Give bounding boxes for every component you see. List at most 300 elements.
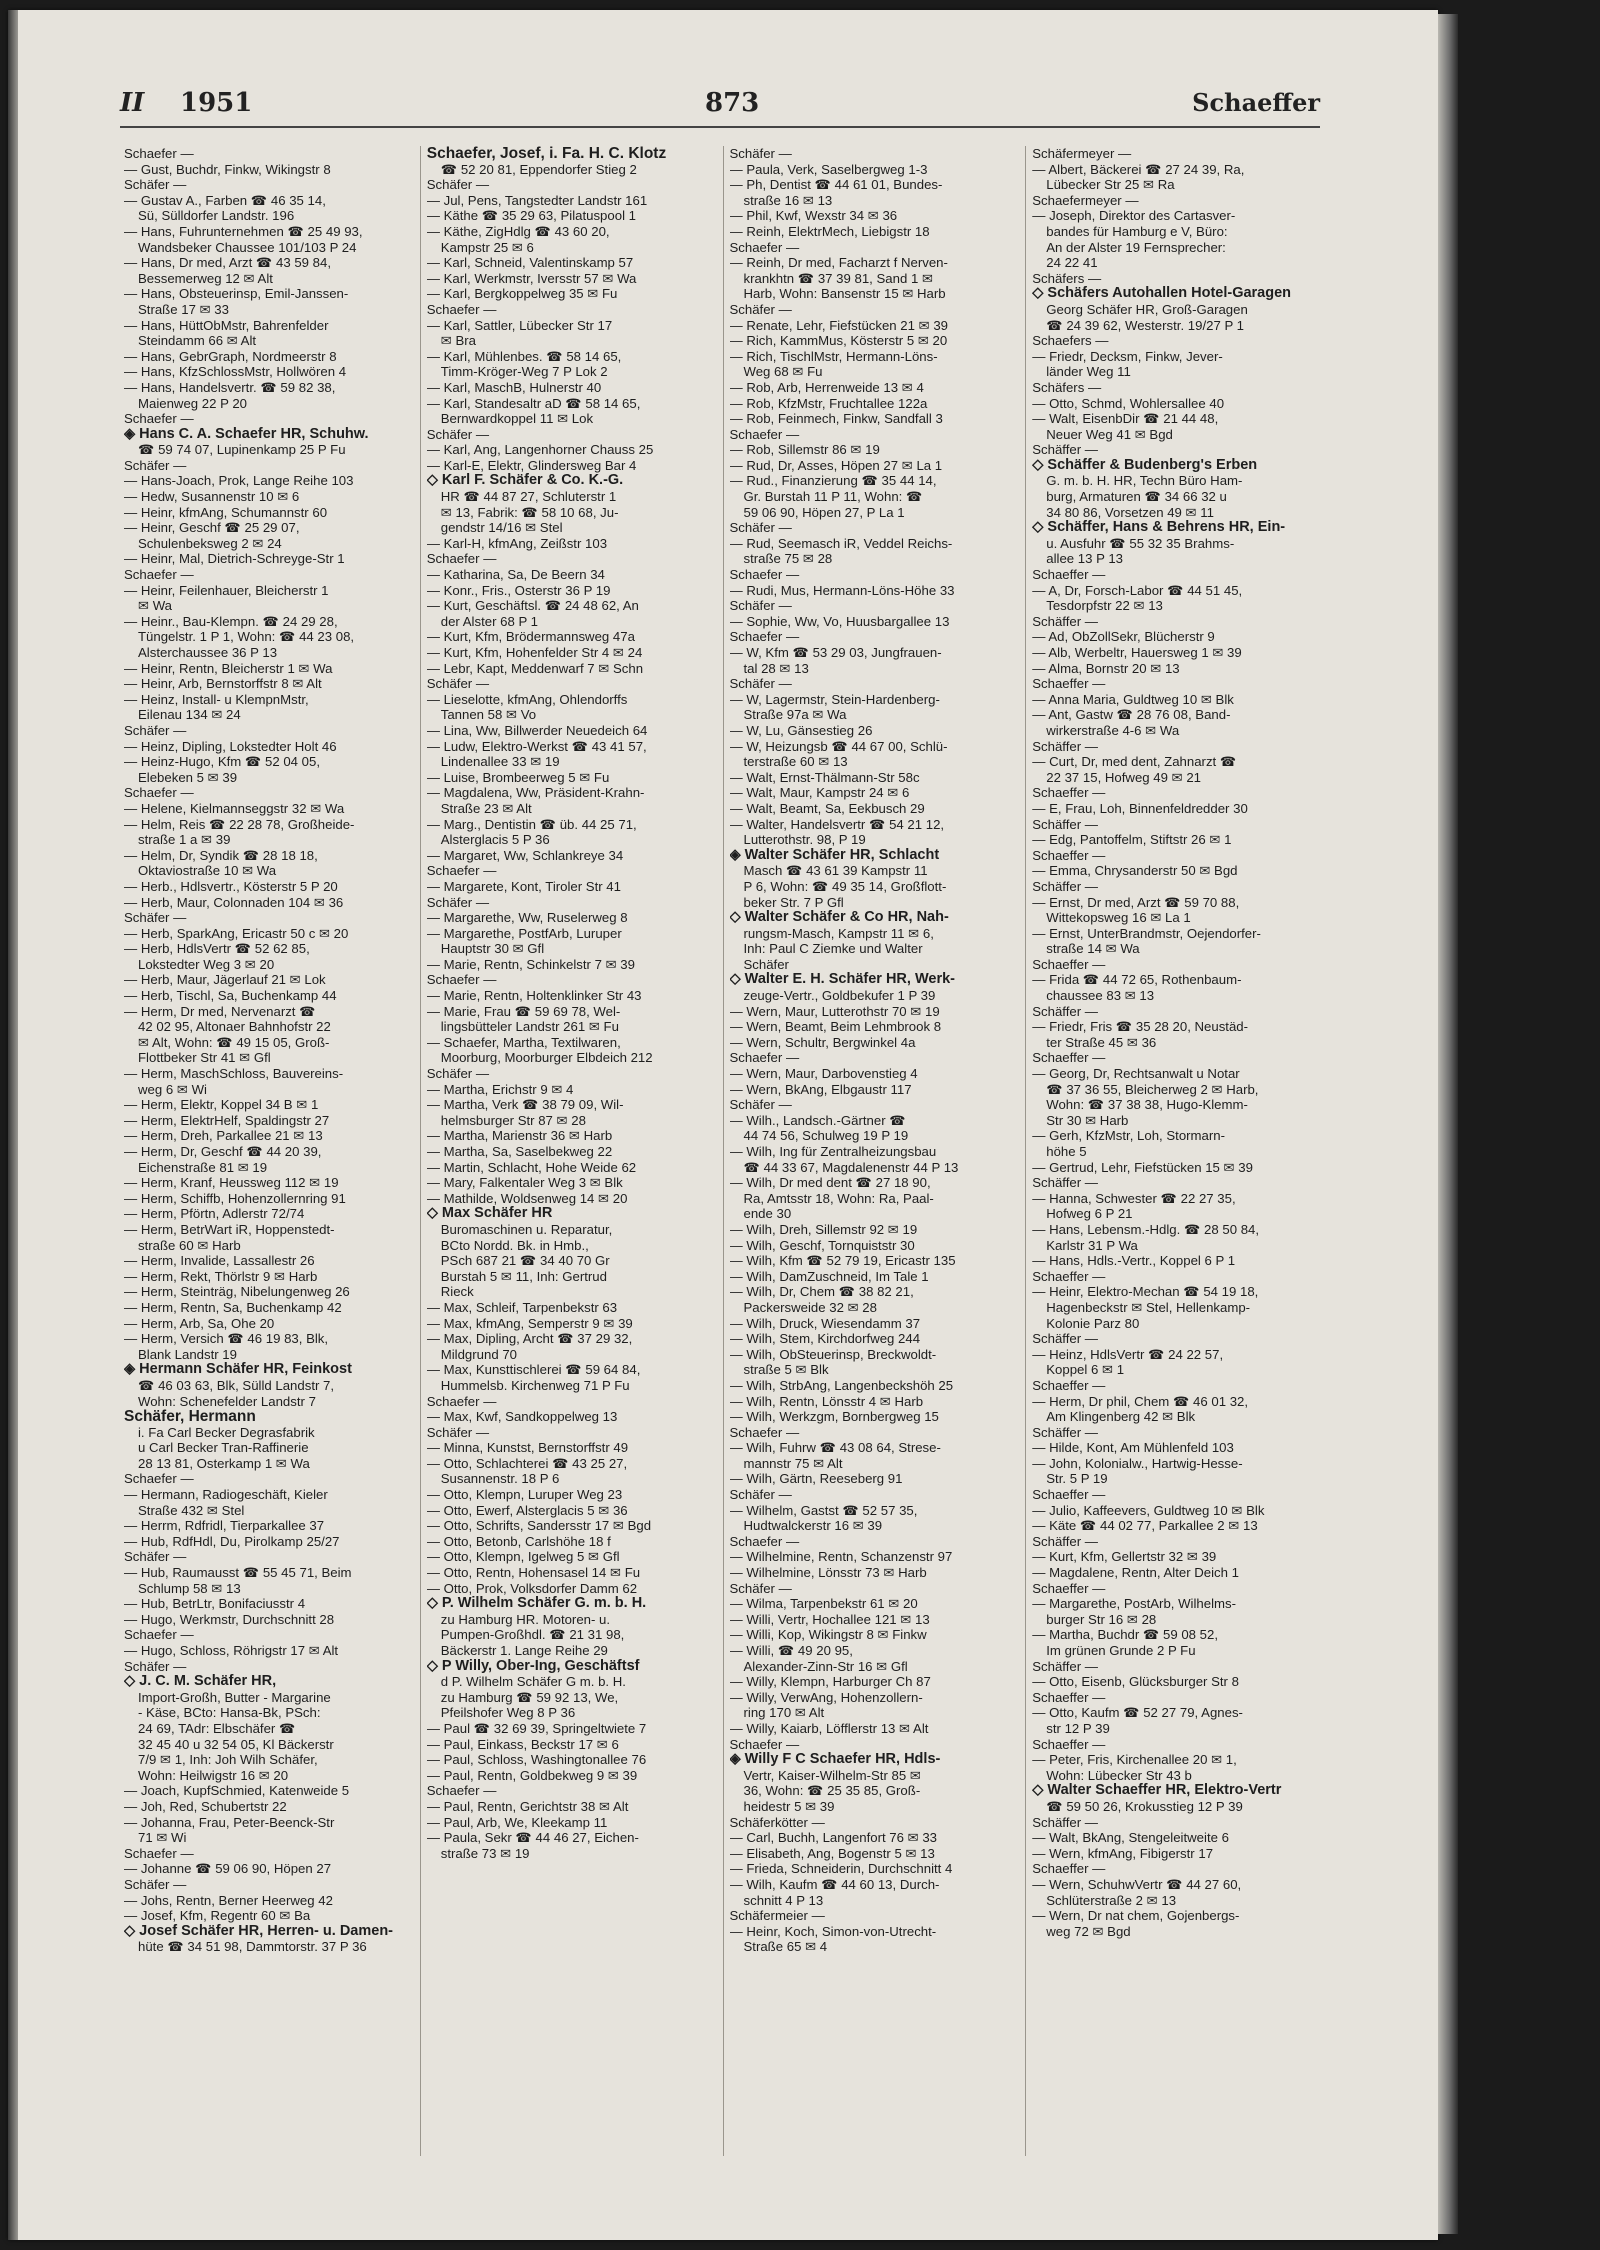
entry-continuation: Wohn: Schenefelder Landstr 7 xyxy=(138,1393,316,1409)
entry-continuation: rungsm-Masch, Kampstr 11 ✉ 6, xyxy=(743,925,934,941)
entry-continuation: Steindamm 66 ✉ Alt xyxy=(138,333,257,349)
surname-group-heading: Schäfer — xyxy=(729,598,792,614)
year: 1951 xyxy=(180,88,253,118)
surname-group-heading: Schaeffer — xyxy=(1032,1377,1106,1393)
surname-group-heading: Schaeffer — xyxy=(1032,1689,1106,1705)
surname-group-heading: Schäfer — xyxy=(729,520,792,536)
directory-entry: — Heinr, Koch, Simon-von-Utrecht- xyxy=(729,1923,937,1939)
surname-group-heading: Schäfer — xyxy=(729,1487,792,1503)
directory-entry: — Ph, Dentist ☎ 44 61 01, Bundes- xyxy=(729,177,943,193)
entry-continuation: Karlstr 31 P Wa xyxy=(1046,1237,1138,1253)
entry-continuation: ☎ 24 39 62, Westerstr. 19/27 P 1 xyxy=(1046,317,1244,333)
entry-continuation: krankhtn ☎ 37 39 81, Sand 1 ✉ xyxy=(743,270,934,286)
directory-entry: — Otto, Klempn, Luruper Weg 23 xyxy=(426,1487,623,1503)
firm-entry: ◇ Schäffer & Budenberg's Erben xyxy=(1032,457,1258,473)
directory-entry: — Herm, Dr, Geschf ☎ 44 20 39, xyxy=(124,1144,322,1159)
directory-entry: — Ant, Gastw ☎ 28 76 08, Band- xyxy=(1032,707,1231,723)
entry-continuation: burger Str 16 ✉ 28 xyxy=(1046,1611,1157,1627)
directory-entry: — Rud, Dr, Asses, Höpen 27 ✉ La 1 xyxy=(729,457,943,473)
directory-entry: — Hans, Obsteuerinsp, Emil-Janssen- xyxy=(124,286,349,302)
directory-entry: — Herm, BetrWart iR, Hoppenstedt- xyxy=(124,1221,335,1237)
directory-entry: — Wilhelmine, Rentn, Schanzenstr 97 xyxy=(729,1549,953,1565)
surname-group-heading: Schaefer — xyxy=(426,1393,497,1409)
directory-entry: — Schaefer, Martha, Textilwaren, xyxy=(426,1034,621,1050)
directory-entry: — Peter, Fris, Kirchenallee 20 ✉ 1, xyxy=(1032,1752,1237,1768)
directory-entry: — Otto, Rentn, Hohensasel 14 ✉ Fu xyxy=(426,1565,641,1581)
directory-columns xyxy=(118,146,1328,2156)
directory-entry: — Herrm, Rdfridl, Tierparkallee 37 xyxy=(124,1518,325,1534)
entry-continuation: Vertr, Kaiser-Wilhelm-Str 85 ✉ xyxy=(743,1767,921,1783)
directory-entry: — Käthe, ZigHdlg ☎ 43 60 20, xyxy=(426,223,610,239)
entry-continuation: Blank Landstr 19 xyxy=(138,1346,237,1362)
entry-continuation: 34 80 86, Vorsetzen 49 ✉ 11 xyxy=(1046,504,1214,520)
directory-entry: — Paul, Arb, We, Kleekamp 11 xyxy=(426,1814,608,1830)
entry-continuation: Elebeken 5 ✉ 39 xyxy=(138,769,238,785)
directory-entry: — Luise, Brombeerweg 5 ✉ Fu xyxy=(426,769,610,785)
directory-entry: — Wern, Dr nat chem, Gojenbergs- xyxy=(1032,1908,1240,1924)
directory-entry: — Josef, Kfm, Regentr 60 ✉ Ba xyxy=(124,1908,311,1924)
entry-continuation: Buromaschinen u. Reparatur, xyxy=(440,1221,613,1237)
directory-entry: — Hans, Fuhrunternehmen ☎ 25 49 93, xyxy=(124,223,363,239)
entry-continuation: Str 30 ✉ Harb xyxy=(1046,1112,1129,1128)
entry-continuation: Mildgrund 70 xyxy=(440,1346,517,1362)
header-rule xyxy=(120,126,1320,128)
entry-continuation: Oktaviostraße 10 ✉ Wa xyxy=(138,863,277,879)
entry-continuation: Hummelsb. Kirchenweg 71 P Fu xyxy=(440,1377,630,1393)
directory-entry: — Martha, Erichstr 9 ✉ 4 xyxy=(426,1081,574,1097)
entry-continuation: straße 14 ✉ Wa xyxy=(1046,941,1140,957)
directory-entry: — Helene, Kielmannseggstr 32 ✉ Wa xyxy=(124,800,345,816)
entry-continuation: allee 13 P 13 xyxy=(1046,551,1123,567)
column-3 xyxy=(723,146,1026,2156)
surname-group-heading: Schaeffer — xyxy=(1032,567,1106,583)
entry-continuation: zu Hamburg ☎ 59 92 13, We, xyxy=(440,1689,619,1705)
directory-entry: — Kurt, Geschäftsl. ☎ 24 48 62, An xyxy=(426,598,639,614)
directory-entry: — W, Heizungsb ☎ 44 67 00, Schlü- xyxy=(729,738,948,754)
surname-group-heading: Schaeffer — xyxy=(1032,1861,1106,1877)
firm-entry: ◇ Schäffer, Hans & Behrens HR, Ein- xyxy=(1032,520,1286,536)
directory-entry: — Käte ☎ 44 02 77, Parkallee 2 ✉ 13 xyxy=(1032,1518,1258,1534)
directory-entry: — Friedr, Fris ☎ 35 28 20, Neustäd- xyxy=(1032,1019,1249,1035)
directory-entry: — Konr., Fris., Osterstr 36 P 19 xyxy=(426,582,611,598)
directory-entry: — Paul, Rentn, Goldbekweg 9 ✉ 39 xyxy=(426,1767,638,1783)
directory-entry: — Wern, Schultr, Bergwinkel 4a xyxy=(729,1034,916,1050)
directory-entry: — Johanne ☎ 59 06 90, Höpen 27 xyxy=(124,1861,332,1877)
entry-continuation: Pfeilshofer Weg 8 P 36 xyxy=(440,1705,576,1721)
surname-group-heading: Schäferkötter — xyxy=(729,1814,825,1830)
surname-group-heading: Schaefer — xyxy=(729,239,800,255)
directory-entry: — E, Frau, Loh, Binnenfeldredder 30 xyxy=(1032,800,1248,816)
directory-entry: — Hub, BetrLtr, Bonifaciusstr 4 xyxy=(124,1596,306,1612)
directory-entry: — Joseph, Direktor des Cartasver- xyxy=(1032,208,1236,224)
directory-entry: — Herm, Dreh, Parkallee 21 ✉ 13 xyxy=(124,1128,323,1144)
directory-entry: — Wilh, Druck, Wiesendamm 37 xyxy=(729,1315,921,1331)
directory-entry: — Rudi, Mus, Hermann-Löns-Höhe 33 xyxy=(729,582,955,598)
directory-entry: — Kurt, Kfm, Brödermannsweg 47a xyxy=(426,629,635,645)
surname-group-heading: Schäfer — xyxy=(124,910,187,926)
entry-continuation: 24 22 41 xyxy=(1046,255,1098,271)
directory-entry: — Sophie, Ww, Vo, Huusbargallee 13 xyxy=(729,613,950,629)
directory-entry: — Joach, KupfSchmied, Katenweide 5 xyxy=(124,1783,350,1799)
surname-group-heading: Schaeffer — xyxy=(1032,847,1106,863)
directory-entry: — Karl, Werkmstr, Iversstr 57 ✉ Wa xyxy=(426,270,637,286)
entry-continuation: Flottbeker Str 41 ✉ Gfl xyxy=(138,1050,271,1066)
directory-entry: — Otto, Schmd, Wohlersallee 40 xyxy=(1032,395,1225,411)
surname-group-heading: Schaefer — xyxy=(124,567,194,583)
directory-entry: — Helm, Reis ☎ 22 28 78, Großheide- xyxy=(124,816,355,832)
directory-entry: — Heinr, Feilenhauer, Bleicherstr 1 xyxy=(124,582,329,598)
directory-entry: — Elisabeth, Ang, Bogenstr 5 ✉ 13 xyxy=(729,1845,935,1861)
directory-entry: — Wilh, Fuhrw ☎ 43 08 64, Strese- xyxy=(729,1440,941,1456)
entry-continuation: Wandsbeker Chaussee 101/103 P 24 xyxy=(138,239,357,255)
directory-entry: — Wilh, Kaufm ☎ 44 60 13, Durch- xyxy=(729,1876,940,1892)
directory-entry: — Hermann, Radiogeschäft, Kieler xyxy=(124,1487,328,1503)
entry-continuation: helmsburger Str 87 ✉ 28 xyxy=(440,1112,586,1128)
entry-continuation: ✉ Bra xyxy=(440,333,476,349)
entry-continuation: Susannenstr. 18 P 6 xyxy=(440,1471,560,1487)
entry-continuation: HR ☎ 44 87 27, Schluterstr 1 xyxy=(440,489,617,505)
surname-group-heading: Schaeffer — xyxy=(1032,785,1106,801)
directory-entry: — Minna, Kunstst, Bernstorffstr 49 xyxy=(426,1440,629,1456)
firm-entry: ◇ Walter E. H. Schäfer HR, Werk- xyxy=(729,972,955,988)
firm-entry: ◇ J. C. M. Schäfer HR, xyxy=(124,1674,277,1690)
firm-entry: ◈ Walter Schäfer HR, Schlacht xyxy=(729,847,940,863)
entry-continuation: Ra, Amtsstr 18, Wohn: Ra, Paal- xyxy=(743,1190,934,1206)
entry-continuation: ter Straße 45 ✉ 36 xyxy=(1046,1034,1157,1050)
directory-entry: — Heinr., Bau-Klempn. ☎ 24 29 28, xyxy=(124,613,338,629)
directory-entry: — Willi, Kop, Wikingstr 8 ✉ Finkw xyxy=(729,1627,927,1643)
directory-entry: — Lina, Ww, Billwerder Neuedeich 64 xyxy=(426,722,648,738)
directory-entry: — Hans, Lebensm.-Hdlg. ☎ 28 50 84, xyxy=(1032,1221,1260,1237)
directory-entry: — Marie, Rentn, Holtenklinker Str 43 xyxy=(426,988,642,1004)
surname-group-heading: Schaefer — xyxy=(426,863,497,879)
entry-continuation: Straße 432 ✉ Stel xyxy=(138,1502,245,1518)
directory-entry: — Max, Dipling, Archt ☎ 37 29 32, xyxy=(426,1331,633,1347)
entry-continuation: d P. Wilhelm Schäfer G m. b. H. xyxy=(440,1674,626,1690)
column-4 xyxy=(1025,146,1328,2156)
surname-group-heading: Schäfer — xyxy=(124,1658,187,1674)
entry-continuation: ☎ 44 33 67, Magdalenenstr 44 P 13 xyxy=(743,1159,959,1175)
directory-entry: — Frida ☎ 44 72 65, Rothenbaum- xyxy=(1032,972,1242,988)
entry-continuation: 71 ✉ Wi xyxy=(138,1830,187,1846)
surname-group-heading: Schäfer — xyxy=(426,1066,490,1082)
firm-entry: ◇ Schäfers Autohallen Hotel-Garagen xyxy=(1032,286,1292,302)
directory-entry: — Gerh, KfzMstr, Loh, Stormarn- xyxy=(1032,1128,1225,1144)
entry-continuation: 36, Wohn: ☎ 25 35 85, Groß- xyxy=(743,1783,921,1799)
directory-entry: — Katharina, Sa, De Beern 34 xyxy=(426,567,605,583)
entry-continuation: Packersweide 32 ✉ 28 xyxy=(743,1299,877,1315)
entry-continuation: Rieck xyxy=(440,1284,474,1300)
directory-entry: — Kurt, Kfm, Hohenfelder Str 4 ✉ 24 xyxy=(426,645,643,660)
surname-group-heading: Schäfer — xyxy=(124,457,187,473)
surname-group-heading: Schäffer — xyxy=(1032,1533,1098,1549)
entry-continuation: Bernwardkoppel 11 ✉ Lok xyxy=(440,411,594,427)
directory-entry: — Willy, VerwAng, Hohenzollern- xyxy=(729,1689,923,1705)
directory-entry: — Max, Kunsttischlerei ☎ 59 64 84, xyxy=(426,1362,641,1378)
entry-continuation: u. Ausfuhr ☎ 55 32 35 Brahms- xyxy=(1046,535,1235,551)
surname-group-heading: Schaeffer — xyxy=(1032,1050,1106,1066)
directory-entry: — Heinr, Rentn, Bleicherstr 1 ✉ Wa xyxy=(124,660,333,676)
directory-entry: — Walter, Handelsvertr ☎ 54 21 12, xyxy=(729,816,945,832)
entry-continuation: chaussee 83 ✉ 13 xyxy=(1046,988,1155,1004)
entry-continuation: ✉ Alt, Wohn: ☎ 49 15 05, Groß- xyxy=(138,1034,330,1050)
surname-group-heading: Schäfer — xyxy=(426,177,490,193)
directory-entry: — Herm, Versich ☎ 46 19 83, Blk, xyxy=(124,1331,329,1347)
directory-entry: — Gust, Buchdr, Finkw, Wikingstr 8 xyxy=(124,161,331,177)
directory-entry: — John, Kolonialw., Hartwig-Hesse- xyxy=(1032,1455,1243,1471)
entry-continuation: Wohn: Lübecker Str 43 b xyxy=(1046,1767,1192,1783)
entry-continuation: str 12 P 39 xyxy=(1046,1720,1110,1736)
directory-entry: — Jul, Pens, Tangstedter Landstr 161 xyxy=(426,192,648,208)
directory-entry: — Rob, Sillemstr 86 ✉ 19 xyxy=(729,442,880,458)
surname-group-heading: Schäfer — xyxy=(426,426,490,442)
directory-entry: — Willy, Kaiarb, Löfflerstr 13 ✉ Alt xyxy=(729,1720,929,1736)
entry-continuation: Tannen 58 ✉ Vo xyxy=(440,707,537,723)
directory-entry: — Margaret, Ww, Schlankreye 34 xyxy=(426,847,624,863)
directory-entry: — Otto, Kaufm ☎ 52 27 79, Agnes- xyxy=(1032,1705,1243,1721)
firm-entry: ◇ Karl F. Schäfer & Co. K.-G. xyxy=(426,473,624,489)
directory-entry: — Wilhelm, Gastst ☎ 52 57 35, xyxy=(729,1502,918,1518)
directory-entry: — Marg., Dentistin ☎ üb. 44 25 71, xyxy=(426,816,637,832)
directory-entry: — Herb, HdlsVertr ☎ 52 62 85, xyxy=(124,941,310,957)
directory-entry: — Reinh, Dr med, Facharzt f Nerven- xyxy=(729,255,948,271)
directory-entry: — Reinh, ElektrMech, Liebigstr 18 xyxy=(729,223,930,239)
entry-continuation: weg 72 ✉ Bgd xyxy=(1046,1923,1131,1939)
entry-continuation: Moorburg, Moorburger Elbdeich 212 xyxy=(440,1050,653,1066)
directory-entry: — Herb., Hdlsvertr., Kösterstr 5 P 20 xyxy=(124,878,338,894)
entry-continuation: Str. 5 P 19 xyxy=(1046,1471,1108,1487)
surname-group-heading: Schäfer — xyxy=(729,1580,792,1596)
entry-continuation: Neuer Weg 41 ✉ Bgd xyxy=(1046,426,1173,442)
entry-continuation: ✉ 13, Fabrik: ☎ 58 10 68, Ju- xyxy=(440,504,619,520)
directory-entry: — Herm, Rentn, Sa, Buchenkamp 42 xyxy=(124,1299,342,1315)
entry-continuation: Maienweg 22 P 20 xyxy=(138,395,247,411)
directory-entry: — Paul ☎ 32 69 39, Springeltwiete 7 xyxy=(426,1720,647,1736)
directory-entry: — Karl, MaschB, Hulnerstr 40 xyxy=(426,379,602,395)
entry-continuation: Hagenbeckstr ✉ Stel, Hellenkamp- xyxy=(1046,1299,1251,1315)
directory-entry: — Wilh, Dr, Chem ☎ 38 82 21, xyxy=(729,1284,914,1300)
entry-continuation: Inh: Paul C Ziemke und Walter xyxy=(743,941,923,957)
directory-entry: — Julio, Kaffeevers, Guldtweg 10 ✉ Blk xyxy=(1032,1502,1265,1518)
directory-entry: — Mathilde, Woldsenweg 14 ✉ 20 xyxy=(426,1190,628,1206)
directory-entry: — Albert, Bäckerei ☎ 27 24 39, Ra, xyxy=(1032,161,1245,177)
firm-entry: ◇ Max Schäfer HR xyxy=(426,1206,553,1222)
directory-entry: — Wern, BkAng, Elbgaustr 117 xyxy=(729,1081,912,1097)
entry-continuation: zeuge-Vertr., Goldbekufer 1 P 39 xyxy=(743,988,936,1004)
directory-entry: — Heinz-Hugo, Kfm ☎ 52 04 05, xyxy=(124,754,321,770)
entry-continuation: Kampstr 25 ✉ 6 xyxy=(440,239,534,255)
surname-group-heading: Schäffer — xyxy=(1032,442,1098,458)
directory-entry: — Wilh, Stem, Kirchdorfweg 244 xyxy=(729,1331,921,1347)
directory-entry: — Wilh, Geschf, Tornquiststr 30 xyxy=(729,1237,915,1253)
directory-entry: — W, Lu, Gänsestieg 26 xyxy=(729,722,873,738)
directory-entry: — Wilma, Tarpenbekstr 61 ✉ 20 xyxy=(729,1596,918,1612)
firm-entry: ◈ Hermann Schäfer HR, Feinkost xyxy=(124,1362,352,1378)
surname-group-heading: Schaefer — xyxy=(729,426,800,442)
entry-continuation: Straße 17 ✉ 33 xyxy=(138,301,229,317)
firm-entry: ◇ Walter Schaeffer HR, Elektro-Vertr xyxy=(1032,1783,1282,1799)
directory-entry: — W, Lagermstr, Stein-Hardenberg- xyxy=(729,691,940,707)
entry-continuation: 24 69, TAdr: Elbschäfer ☎ xyxy=(138,1720,296,1736)
directory-entry: — Herb, Maur, Jägerlauf 21 ✉ Lok xyxy=(124,972,326,988)
directory-entry: — Herm, MaschSchloss, Bauvereins- xyxy=(124,1066,344,1082)
surname-group-heading: Schäffer — xyxy=(1032,1658,1098,1674)
directory-entry: — Wilh, ObSteuerinsp, Breckwoldt- xyxy=(729,1346,937,1362)
directory-entry: — Herb, Maur, Colonnaden 104 ✉ 36 xyxy=(124,894,344,910)
directory-entry: — Herm, Invalide, Lassallestr 26 xyxy=(124,1253,315,1269)
directory-entry: — Hans, KfzSchlossMstr, Hollwören 4 xyxy=(124,364,347,380)
entry-continuation: Schulenbeksweg 2 ✉ 24 xyxy=(138,535,282,551)
directory-entry: — Renate, Lehr, Fiefstücken 21 ✉ 39 xyxy=(729,317,949,333)
directory-entry: — Hans, Hdls.-Vertr., Koppel 6 P 1 xyxy=(1032,1253,1236,1269)
directory-entry: — Hans, GebrGraph, Nordmeerstr 8 xyxy=(124,348,337,364)
surname-group-heading: Schäfer — xyxy=(729,146,792,161)
directory-entry: — Martin, Schlacht, Hohe Weide 62 xyxy=(426,1159,637,1175)
directory-entry: — Wilh., Landsch.-Gärtner ☎ xyxy=(729,1112,906,1128)
surname-group-heading: Schaefer — xyxy=(124,1845,194,1861)
page-edge xyxy=(1438,14,1458,2234)
directory-entry: — Rud., Finanzierung ☎ 35 44 14, xyxy=(729,473,937,489)
entry-continuation: Alexander-Zinn-Str 16 ✉ Gfl xyxy=(743,1658,908,1674)
directory-entry: — Walt, EisenbDir ☎ 21 44 48, xyxy=(1032,411,1219,427)
directory-entry: — Rich, TischlMstr, Hermann-Löns- xyxy=(729,348,938,364)
entry-continuation: Straße 23 ✉ Alt xyxy=(440,800,532,816)
entry-continuation: Eilenau 134 ✉ 24 xyxy=(138,707,241,723)
directory-entry: — Rud, Seemasch iR, Veddel Reichs- xyxy=(729,535,953,551)
directory-entry: — Magdalene, Rentn, Alter Deich 1 xyxy=(1032,1565,1239,1581)
directory-entry: — Wilh, Gärtn, Reeseberg 91 xyxy=(729,1471,903,1487)
directory-entry: — Walt, Ernst-Thälmann-Str 58c xyxy=(729,769,920,785)
entry-continuation: schnitt 4 P 13 xyxy=(743,1892,824,1908)
entry-continuation: lingsbütteler Landstr 261 ✉ Fu xyxy=(440,1019,619,1035)
surname-group-heading: Schaefer — xyxy=(426,301,497,317)
directory-entry: — Otto, Schrifts, Sandersstr 17 ✉ Bgd xyxy=(426,1518,652,1534)
directory-entry: — Max, Schleif, Tarpenbekstr 63 xyxy=(426,1299,618,1315)
entry-continuation: Timm-Kröger-Weg 7 P Lok 2 xyxy=(440,364,608,380)
surname-group-heading: Schäfer — xyxy=(729,1097,792,1113)
directory-entry: — Emma, Chrysanderstr 50 ✉ Bgd xyxy=(1032,863,1238,879)
surname-group-heading: Schäfer — xyxy=(426,676,490,692)
directory-entry: — Hedw, Susannenstr 10 ✉ 6 xyxy=(124,489,300,505)
entry-continuation: burg, Armaturen ☎ 34 66 32 u xyxy=(1046,489,1227,505)
entry-continuation: 7/9 ✉ 1, Inh: Joh Wilh Schäfer, xyxy=(138,1752,318,1768)
surname-group-heading: Schäfers — xyxy=(1032,379,1102,395)
directory-entry: — Paul, Einkass, Beckstr 17 ✉ 6 xyxy=(426,1736,619,1752)
entry-continuation: Hofweg 6 P 21 xyxy=(1046,1206,1133,1222)
surname-group-heading: Schaefer — xyxy=(729,1050,800,1066)
entry-continuation: Bessemerweg 12 ✉ Alt xyxy=(138,270,273,286)
entry-continuation: Alsterglacis 5 P 36 xyxy=(440,832,550,848)
surname-group-heading: Schäffer — xyxy=(1032,613,1098,629)
directory-entry: — Heinr, kfmAng, Schumannstr 60 xyxy=(124,504,328,520)
surname-group-heading: Schaeffer — xyxy=(1032,1736,1106,1752)
surname-group-heading: Schäfers — xyxy=(1032,270,1102,286)
directory-entry: — Herm, Pförtn, Adlerstr 72/74 xyxy=(124,1206,305,1222)
directory-entry: — Heinz, Dipling, Lokstedter Holt 46 xyxy=(124,738,337,754)
directory-entry: — Hans, HüttObMstr, Bahrenfelder xyxy=(124,317,329,333)
directory-entry: — Wilh, Werkzgm, Bornbergweg 15 xyxy=(729,1409,939,1425)
directory-entry: — W, Kfm ☎ 53 29 03, Jungfrauen- xyxy=(729,645,942,660)
entry-continuation: Alsterchaussee 36 P 13 xyxy=(138,645,278,660)
surname-group-heading: Schaefer — xyxy=(124,411,194,427)
entry-continuation: Gr. Burstah 11 P 11, Wohn: ☎ xyxy=(743,489,923,505)
surname-group-heading: Schaefer — xyxy=(729,629,800,645)
surname-group-heading: Schaefer — xyxy=(124,1627,194,1643)
directory-entry: — Wern, Maur, Lutterothstr 70 ✉ 19 xyxy=(729,1003,940,1019)
directory-entry: — Max, Kwf, Sandkoppelweg 13 xyxy=(426,1409,618,1425)
directory-entry: — Herm, Schiffb, Hohenzollernring 91 xyxy=(124,1190,346,1206)
directory-entry: — Karl, Standesaltr aD ☎ 58 14 65, xyxy=(426,395,641,411)
directory-entry: — Paul, Rentn, Gerichtstr 38 ✉ Alt xyxy=(426,1798,629,1814)
entry-continuation: Schlump 58 ✉ 13 xyxy=(138,1580,241,1596)
directory-entry: — Wern, kfmAng, Fibigerstr 17 xyxy=(1032,1845,1214,1861)
entry-continuation: straße 16 ✉ 13 xyxy=(743,192,833,208)
firm-entry: ◈ Hans C. A. Schaefer HR, Schuhw. xyxy=(124,426,369,442)
directory-entry: — Heinr, Mal, Dietrich-Schreyge-Str 1 xyxy=(124,551,345,567)
directory-entry: — Hub, Raumausst ☎ 55 45 71, Beim xyxy=(124,1565,352,1581)
surname-group-heading: Schaefer — xyxy=(729,1533,800,1549)
directory-entry: — Hanna, Schwester ☎ 22 27 35, xyxy=(1032,1190,1236,1206)
entry-continuation: Wohn: ☎ 37 38 38, Hugo-Klemm- xyxy=(1046,1097,1248,1113)
directory-entry: — Willi, Vertr, Hochallee 121 ✉ 13 xyxy=(729,1611,930,1627)
directory-entry: — Paul, Schloss, Washingtonallee 76 xyxy=(426,1752,647,1768)
directory-entry: — Rob, Feinmech, Finkw, Sandfall 3 xyxy=(729,411,943,427)
entry-continuation: bandes für Hamburg e V, Büro: xyxy=(1046,223,1228,239)
directory-entry: — Käthe ☎ 35 29 63, Pilatuspool 1 xyxy=(426,208,636,224)
directory-entry: — Herm, Rekt, Thörlstr 9 ✉ Harb xyxy=(124,1268,318,1284)
directory-entry: — Max, kfmAng, Semperstr 9 ✉ 39 xyxy=(426,1315,633,1331)
entry-continuation: Sü, Sülldorfer Landstr. 196 xyxy=(138,208,295,224)
directory-entry: — Karl-H, kfmAng, Zeißstr 103 xyxy=(426,535,608,551)
entry-continuation: weg 6 ✉ Wi xyxy=(138,1081,207,1097)
entry-continuation: straße 73 ✉ 19 xyxy=(440,1845,530,1861)
directory-entry: — Heinr, Geschf ☎ 25 29 07, xyxy=(124,520,300,536)
directory-entry: — Mary, Falkentaler Weg 3 ✉ Blk xyxy=(426,1175,623,1191)
directory-entry: — Ludw, Elektro-Werkst ☎ 43 41 57, xyxy=(426,738,647,754)
directory-entry: — Wern, Beamt, Beim Lehmbrook 8 xyxy=(729,1019,942,1035)
directory-entry: — Paula, Verk, Saselbergweg 1-3 xyxy=(729,161,928,177)
entry-continuation: Lutterothstr. 98, P 19 xyxy=(743,832,866,848)
surname-group-heading: Schaefers — xyxy=(1032,333,1109,349)
surname-group-heading: Schäffer — xyxy=(1032,738,1098,754)
directory-entry: — Martha, Marienstr 36 ✉ Harb xyxy=(426,1128,613,1144)
directory-entry: — Walt, Beamt, Sa, Eekbusch 29 xyxy=(729,800,925,816)
directory-entry: — Rob, KfzMstr, Fruchtallee 122a xyxy=(729,395,928,411)
entry-continuation: Masch ☎ 43 61 39 Kampstr 11 xyxy=(743,863,928,879)
entry-continuation: P 6, Wohn: ☎ 49 35 14, Großflott- xyxy=(743,878,947,894)
entry-continuation: 42 02 95, Altonaer Bahnhofstr 22 xyxy=(138,1019,331,1035)
surname-group-heading: Schaefer — xyxy=(729,567,800,583)
entry-continuation: 28 13 81, Osterkamp 1 ✉ Wa xyxy=(138,1455,310,1471)
running-head: Schaeffer xyxy=(1192,88,1320,117)
directory-entry: — Herm, Dr med, Nervenarzt ☎ xyxy=(124,1003,316,1019)
entry-continuation: länder Weg 11 xyxy=(1046,364,1131,380)
directory-entry: — Otto, Ewerf, Alsterglacis 5 ✉ 36 xyxy=(426,1502,628,1518)
directory-entry: — Margarethe, Ww, Ruselerweg 8 xyxy=(426,910,628,926)
entry-continuation: ☎ 59 50 26, Krokusstieg 12 P 39 xyxy=(1046,1798,1243,1814)
directory-entry: — Herm, ElektrHelf, Spaldingstr 27 xyxy=(124,1112,330,1128)
directory-entry: — Hans, Dr med, Arzt ☎ 43 59 84, xyxy=(124,255,331,271)
entry-continuation: ring 170 ✉ Alt xyxy=(743,1705,825,1721)
surname-group-heading: Schäfer — xyxy=(729,301,792,317)
entry-continuation: Bäckerstr 1. Lange Reihe 29 xyxy=(440,1643,608,1658)
entry-continuation: Schäfer xyxy=(743,956,789,972)
directory-entry: — Otto, Schlachterei ☎ 43 25 27, xyxy=(426,1455,628,1471)
directory-entry: — Wilh, DamZuschneid, Im Tale 1 xyxy=(729,1268,929,1284)
entry-continuation: 44 74 56, Schulweg 19 P 19 xyxy=(743,1128,909,1144)
firm-entry: ◇ P. Wilhelm Schäfer G. m. b. H. xyxy=(426,1596,647,1612)
directory-entry: — Rich, KammMus, Kösterstr 5 ✉ 20 xyxy=(729,333,948,349)
